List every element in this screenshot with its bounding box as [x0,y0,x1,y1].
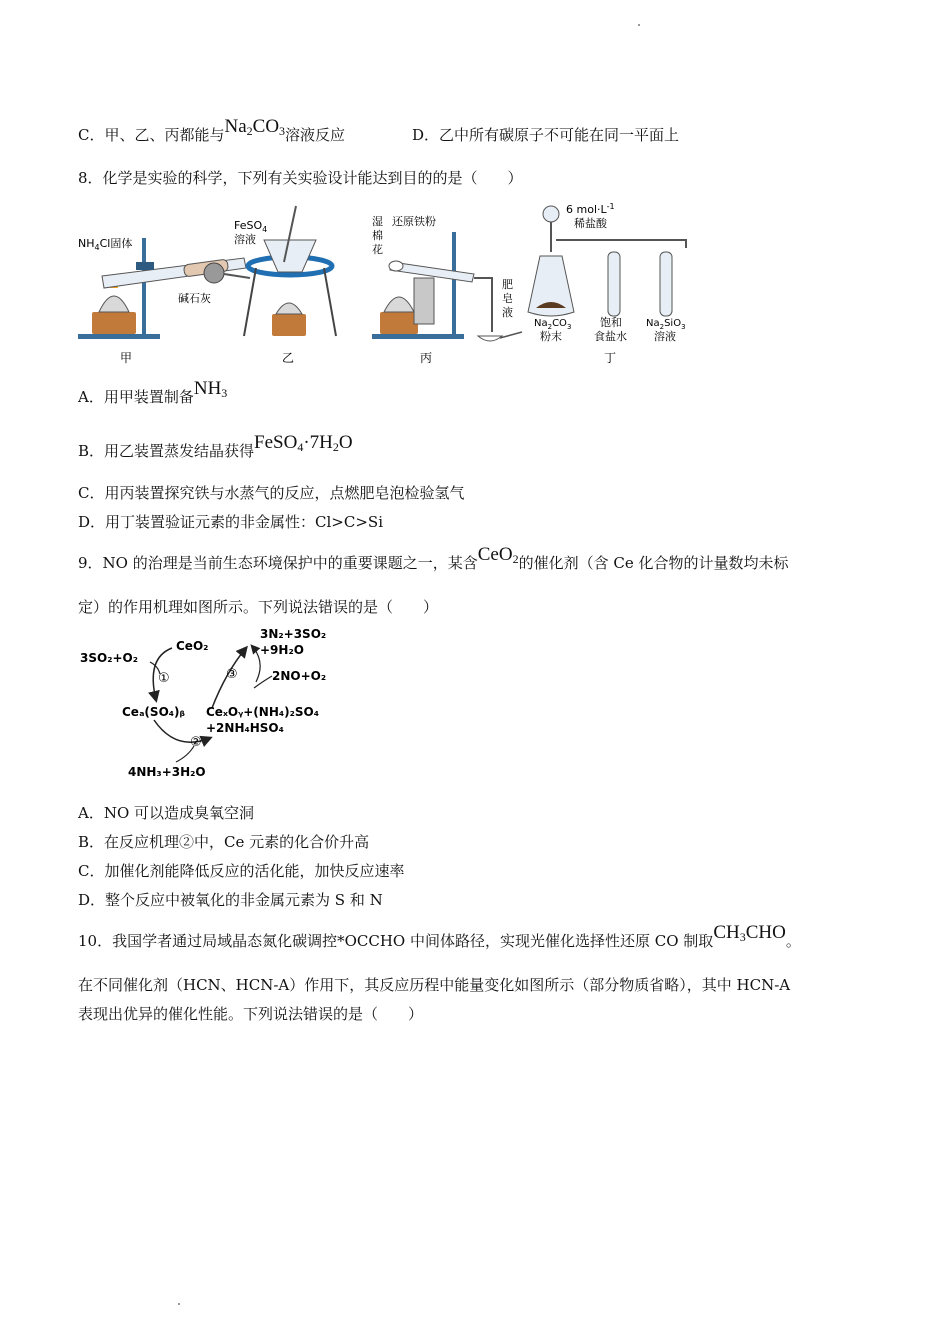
q9-stem-line2: 定）的作用机理如图所示。下列说法错误的是（ ） [78,598,439,616]
apparatus-bing [372,214,522,365]
q8-option-d: D．用丁装置验证元素的非金属性：Cl>C>Si [78,513,383,531]
q10-stem-line3: 表现出优异的催化性能。下列说法错误的是（ ） [78,1005,424,1023]
q8-option-a: A．用甲装置制备$NH_3$ [78,378,228,406]
jia-label-soda-lime: 碱石灰 [178,292,211,305]
yi-caption: 乙 [282,351,295,365]
q9-mechanism-figure [76,622,356,782]
q10-stem-line2: 在不同催化剂（HCN、HCN-A）作用下，其反应历程中能量变化如图所示（部分物质省略），其中 HCN-A [78,976,791,994]
ch3cho-formula: $CH_3CHO$ [713,922,786,944]
ding-label-na2sio3: $Na_2SiO_3$ [646,318,686,331]
apparatus-svg [74,196,694,368]
ceo2-formula: CeO$_2$ [477,544,519,566]
ding-label-na2co3: $Na_2CO_3$ [534,318,572,331]
bottom-dot [178,1303,180,1305]
apparatus-yi [234,206,336,365]
mech-cexoy: CeₓOᵧ+(NH₄)₂SO₄ [206,705,319,719]
mech-ce-so4: Ceₐ(SO₄)ᵦ [122,705,185,719]
bing-label-wet-c: 花 [372,243,383,256]
nh3-formula: $NH_3$ [193,378,228,400]
top-dot [638,24,640,26]
mech-nh4hso4: +2NH₄HSO₄ [206,721,284,735]
ding-caption: 丁 [604,351,617,365]
bing-label-soap-c: 液 [502,306,513,319]
q7-option-c: C．甲、乙、丙都能与$Na_2CO_3$溶液反应 [78,116,346,144]
mech-step1: ① [158,671,170,686]
apparatus-jia [78,236,250,365]
q9-option-c: C．加催化剂能降低反应的活化能，加快反应速率 [78,862,405,880]
bing-caption: 丙 [420,351,433,365]
mech-so2-o2: 3SO₂+O₂ [80,651,138,665]
yi-label-solution: 溶液 [234,233,256,246]
mech-step2: ② [190,735,202,750]
q9-stem-line1: 9．NO 的治理是当前生态环境保护中的重要课题之一，某含CeO$_2$的催化剂（含 Ce 化合物的计量数均未标 [78,544,789,572]
ding-label-brine: 食盐水 [594,330,627,343]
jia-caption: 甲 [120,351,133,365]
q9-option-a: A．NO 可以造成臭氧空洞 [78,804,255,822]
apparatus-ding [528,202,686,365]
q8-option-b: B．用乙装置蒸发结晶获得$FeSO_4\cdot 7H_2O$ [78,432,353,460]
ding-label-powder: 粉末 [540,330,562,343]
mech-n2-so2: 3N₂+3SO₂ [260,627,327,641]
bing-label-soap-a: 肥 [502,278,513,291]
jia-label-nh4cl: $NH_4Cl$固体 [78,237,133,252]
q9-option-d: D．整个反应中被氧化的非金属元素为 S 和 N [78,891,383,909]
mech-step3: ③ [226,667,238,682]
ding-label-saturated: 饱和 [600,316,622,329]
bing-label-soap-b: 皂 [502,292,513,305]
feso4-formula: $FeSO_4\cdot 7H_2O$ [254,432,353,454]
bing-label-wet-b: 棉 [372,229,383,242]
mechanism-svg [76,622,356,782]
mech-h2o: +9H₂O [260,643,304,657]
bing-label-wet-a: 湿 [372,215,383,228]
q7-option-d: D．乙中所有碳原子不可能在同一平面上 [412,126,680,144]
q8-apparatus-figure [74,196,694,368]
ding-label-solution: 溶液 [654,330,676,343]
bing-label-iron: 还原铁粉 [392,215,436,228]
yi-label-feso4: FeSO$_4$ [234,219,268,234]
ding-label-conc: 6 $mol\cdot L^{-1}$ [566,202,615,216]
mech-no-o2: 2NO+O₂ [272,669,327,683]
ding-label-hcl: 稀盐酸 [574,217,607,230]
q8-stem: 8．化学是实验的科学，下列有关实验设计能达到目的的是（ ） [78,169,523,187]
mech-nh3-h2o: 4NH₃+3H₂O [128,765,206,779]
q9-option-b: B．在反应机理②中，Ce 元素的化合价升高 [78,833,370,851]
na2co3-formula: $Na_2CO_3$ [224,116,286,138]
q10-stem-line1: 10．我国学者通过局域晶态氮化碳调控*OCCHO 中间体路径，实现光催化选择性还原 CO 制取$CH_3CHO$。 [78,922,801,950]
mech-ceo2: CeO₂ [176,639,209,653]
q8-option-c: C．用丙装置探究铁与水蒸气的反应，点燃肥皂泡检验氢气 [78,484,465,502]
